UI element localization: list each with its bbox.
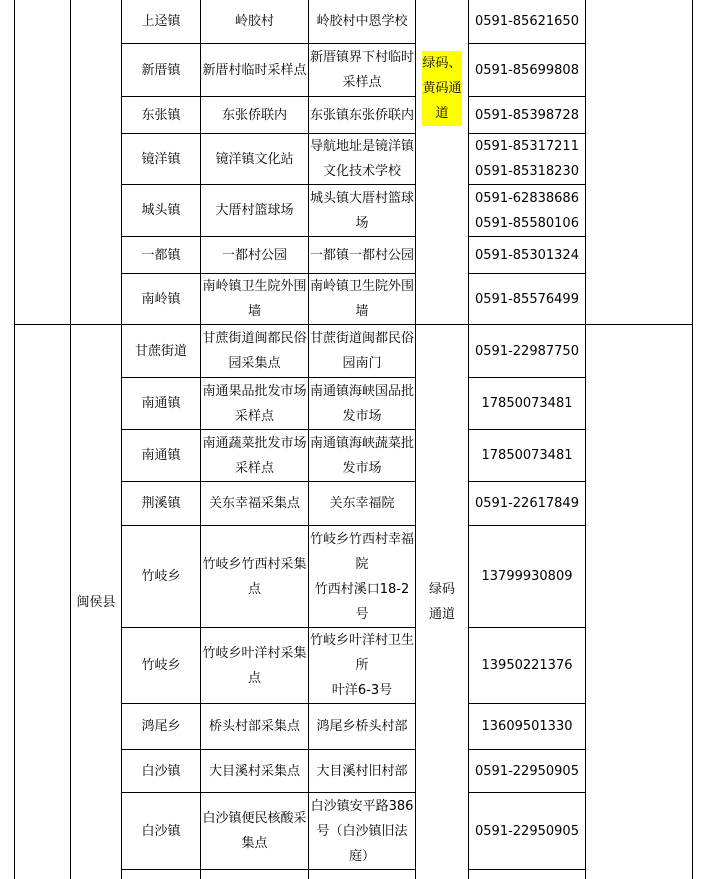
site-cell: 东张侨联内 <box>221 107 287 123</box>
phone-number: 0591-85576499 <box>475 291 579 307</box>
phone-number: 0591-85317211 <box>475 139 579 154</box>
town-cell: 白沙镇 <box>141 823 181 839</box>
address-cell: 南岭镇卫生院外围墙 <box>309 279 414 319</box>
town-cell: 南通镇 <box>141 448 181 463</box>
address-cell: 南通镇海峡国品批发市场 <box>309 383 414 424</box>
phone-number: 0591-62838686 <box>475 190 579 206</box>
site-cell: 关东幸福采集点 <box>208 496 300 511</box>
town-cell: 城头镇 <box>141 203 181 218</box>
phone-number: 17850073481 <box>481 396 573 411</box>
site-cell: 镜洋镇文化站 <box>215 151 294 167</box>
address-cell: 竹岐乡叶洋村卫生所 叶洋6-3号 <box>309 633 414 698</box>
phone-number: 0591-22950905 <box>475 823 579 839</box>
channel-highlight: 绿码、黄码通道 <box>422 51 462 126</box>
phone-cell <box>469 793 585 869</box>
phone-cell <box>469 44 585 96</box>
phone-number: 0591-22617849 <box>475 496 579 511</box>
channel-cell: 绿码通道 <box>428 582 455 622</box>
address-cell: 新厝镇界下村临时采样点 <box>309 50 414 90</box>
phone-number: 13609501330 <box>481 719 573 734</box>
phone-cell <box>469 134 585 184</box>
address-cell: 南通镇海峡蔬菜批发市场 <box>309 435 414 476</box>
town-cell: 一都镇 <box>141 247 181 263</box>
address-cell: 一都镇一都村公园 <box>309 247 414 263</box>
town-cell: 白沙镇 <box>141 763 181 779</box>
address-cell: 导航地址是镜洋镇文化技术学校 <box>309 139 414 179</box>
site-cell: 甘蔗街道闽都民俗园采集点 <box>202 331 307 371</box>
phone-cell <box>469 430 585 481</box>
phone-cell <box>469 97 585 133</box>
phone-cell <box>469 378 585 429</box>
phone-cell <box>469 526 585 627</box>
phone-cell <box>469 704 585 749</box>
site-cell: 大厝村篮球场 <box>215 203 294 218</box>
phone-cell <box>469 750 585 792</box>
site-cell: 新厝村临时采样点 <box>202 62 307 78</box>
table-gridline <box>121 869 585 870</box>
phone-number: 0591-85699808 <box>475 62 579 78</box>
town-cell: 荆溪镇 <box>141 496 181 511</box>
table-gridline <box>692 0 693 879</box>
phone-cell <box>469 325 585 377</box>
table-gridline <box>14 324 70 325</box>
phone-number: 0591-22987750 <box>475 343 579 359</box>
phone-number: 13799930809 <box>481 569 573 584</box>
phone-cell <box>469 274 585 324</box>
site-cell: 竹岐乡叶洋村采集点 <box>202 645 307 686</box>
phone-number: 0591-85621650 <box>475 14 579 29</box>
address-cell: 东张镇东张侨联内 <box>309 107 414 123</box>
channel-cell <box>416 43 468 133</box>
address-cell: 大目溪村旧村部 <box>316 763 408 779</box>
phone-cell <box>469 0 585 43</box>
phone-cell <box>469 185 585 236</box>
site-cell: 南通蔬菜批发市场采样点 <box>202 435 307 476</box>
site-cell: 白沙镇便民核酸采集点 <box>202 811 307 851</box>
phone-number: 0591-22950905 <box>475 763 579 779</box>
town-cell: 甘蔗街道 <box>134 343 187 359</box>
phone-number: 0591-85301324 <box>475 247 579 263</box>
town-cell: 竹岐乡 <box>141 658 181 673</box>
county-cell: 闽侯县 <box>76 594 116 610</box>
site-cell: 竹岐乡竹西村采集点 <box>202 556 307 597</box>
address-cell: 关东幸福院 <box>329 496 395 511</box>
town-cell: 南通镇 <box>141 396 181 411</box>
phone-cell <box>469 628 585 703</box>
town-cell: 上迳镇 <box>141 14 181 29</box>
town-cell: 竹岐乡 <box>141 569 181 584</box>
site-cell: 南岭镇卫生院外围墙 <box>202 279 307 319</box>
site-cell: 一都村公园 <box>221 247 287 263</box>
town-cell: 镜洋镇 <box>141 151 181 167</box>
town-cell: 东张镇 <box>141 107 181 123</box>
town-cell: 南岭镇 <box>141 291 181 307</box>
town-cell: 鸿尾乡 <box>141 719 181 734</box>
phone-number: 0591-85318230 <box>475 164 579 179</box>
phone-number: 0591-85580106 <box>475 215 579 231</box>
address-cell: 鸿尾乡桥头村部 <box>316 719 408 734</box>
address-cell: 竹岐乡竹西村幸福院 竹西村溪口18-2号 <box>309 531 414 622</box>
site-cell: 大目溪村采集点 <box>208 763 300 779</box>
site-cell: 南通果品批发市场采样点 <box>202 383 307 424</box>
address-cell: 白沙镇安平路386号（白沙镇旧法庭） <box>310 798 414 864</box>
address-cell: 岭胶村中恩学校 <box>316 14 408 29</box>
phone-number: 13950221376 <box>481 658 573 673</box>
address-cell: 甘蔗街道闽都民俗园南门 <box>309 331 414 371</box>
town-cell: 新厝镇 <box>141 62 181 78</box>
site-cell: 岭胶村 <box>234 14 274 29</box>
phone-cell <box>469 237 585 273</box>
table-gridline <box>585 0 586 879</box>
phone-cell <box>469 482 585 525</box>
address-cell: 城头镇大厝村篮球场 <box>309 190 414 231</box>
phone-number: 0591-85398728 <box>475 107 579 123</box>
phone-number: 17850073481 <box>481 448 573 463</box>
table-gridline <box>14 0 15 879</box>
site-cell: 桥头村部采集点 <box>208 719 300 734</box>
